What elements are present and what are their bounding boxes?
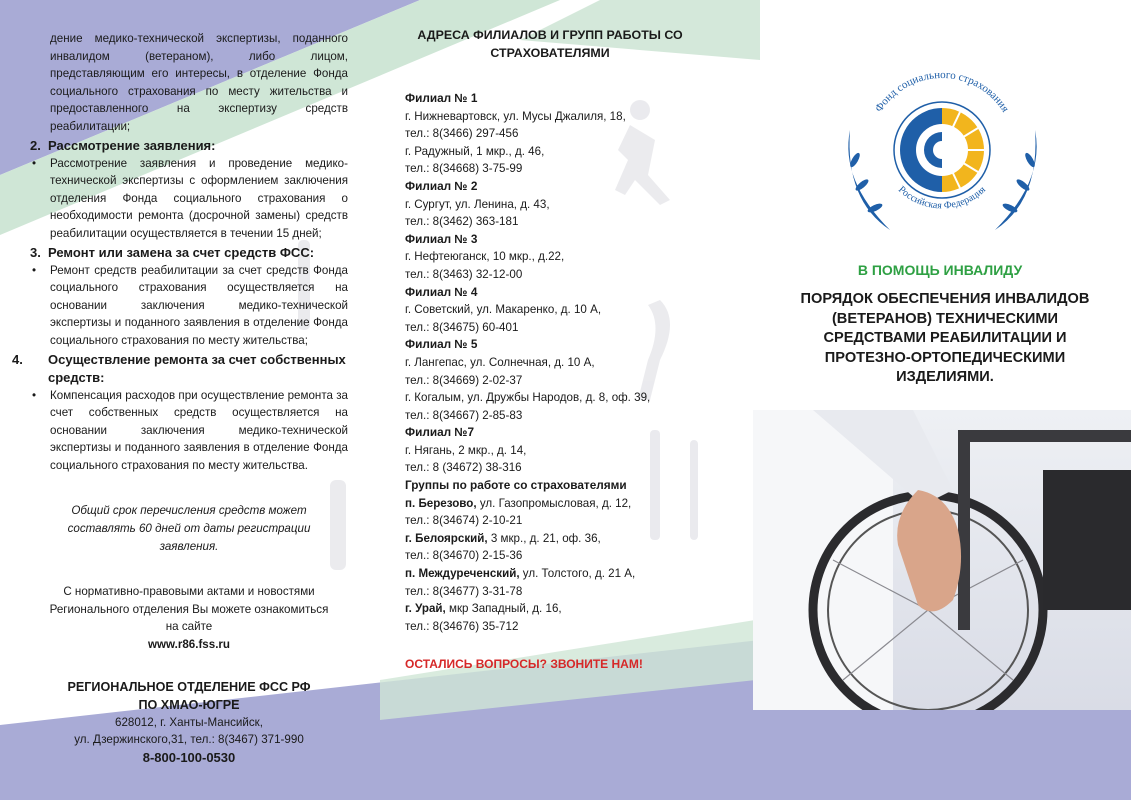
branch-line: г. Радужный, 1 мкр., д. 46, [405, 144, 545, 158]
branch-title: Филиал № 4 [405, 284, 478, 299]
group-street: 3 мкр., д. 21, оф. 36, [487, 531, 601, 545]
logo-text-top: Фонд социального страхования [872, 68, 1012, 115]
branch-line: г. Нижневартовск, ул. Мусы Джалиля, 18, [405, 109, 626, 123]
group-city: п. Междуреченский, [405, 567, 520, 581]
group-address [405, 600, 705, 618]
branch-title: Филиал № 1 [405, 91, 478, 105]
section-text: Компенсация расходов при осуществление ремонта за счет собственных средств осуществляется на основании заключения медико-технической экспертизы и поданного заявления в отделение Фонда социального страхования по месту жительства. [50, 388, 348, 472]
branch-block [405, 284, 705, 337]
branch-line: тел.: 8 (34672) 38-316 [405, 461, 522, 475]
section-number: 3. [30, 244, 41, 260]
branch-block [405, 231, 705, 284]
group-address [405, 565, 705, 583]
hotline-phone[interactable]: 8-800-100-0530 [142, 749, 236, 765]
office-title [30, 678, 348, 714]
branch-block [405, 424, 705, 477]
branch-line: г. Лангепас, ул. Солнечная, д. 10 А, [405, 355, 595, 369]
section-text: Ремонт средств реабилитации за счет средств Фонда социального страхования осуществляется на основании заключения медико-технической экспертизы и поданного заявления в отделение Фонда социального страхования по месту жительства; [50, 263, 348, 347]
questions-callout: ОСТАЛИСЬ ВОПРОСЫ? ЗВОНИТЕ НАМ! [405, 657, 643, 672]
group-phone: тел.: 8(34677) 3-31-78 [405, 584, 523, 598]
group-phone: тел.: 8(34676) 35-712 [405, 619, 519, 633]
section-title: Осуществление ремонта за счет собственных средств: [48, 351, 346, 385]
group-street: ул. Толстого, д. 21 А, [519, 567, 636, 581]
branch-list [405, 90, 705, 477]
branch-title: Филиал № 5 [405, 337, 478, 352]
group-city: г. Урай, [405, 602, 446, 616]
branch-line: тел.: 8(34667) 2-85-83 [405, 408, 523, 422]
address-line: 628012, г. Ханты-Мансийск, [115, 715, 263, 729]
group-city: г. Белоярский, [405, 531, 488, 545]
group-address [405, 495, 705, 513]
branch-block [405, 336, 705, 424]
legal-line: на сайте [165, 620, 213, 634]
section-2: 2. Рассмотрение заявления: • Рассмотрение заявления и проведение медико-технической экспертизы с оформлением заключения отделения Фонда социального страхования о необходимости ремонта (досрочной замены) средств реабилитации осуществляется в течении 15 дней; [30, 137, 348, 240]
section-4: 4. Осуществление ремонта за счет собственных средств: • Компенсация расходов при осуществление ремонта за счет собственных средств осуществляется на основании заключения медико-технической экспертизы и поданного заявления в отделение Фонда социального страхования по месту жительства. [12, 351, 348, 472]
group-address [405, 530, 705, 548]
branch-title: Филиал №7 [405, 425, 475, 440]
branch-line: г. Сургут, ул. Ленина, д. 43, [405, 197, 550, 211]
branch-line: г. Советский, ул. Макаренко, д. 10 А, [405, 303, 602, 317]
branch-line: тел.: 8(34675) 60-401 [405, 320, 519, 334]
left-column [12, 30, 348, 767]
group-street: мкр Западный, д. 16, [445, 602, 562, 616]
branch-line: тел.: 8(3466) 297-456 [405, 127, 519, 141]
wheelchair-photo [753, 410, 1131, 710]
legal-line: С нормативно-правовыми актами и новостями [63, 585, 315, 599]
address-line: ул. Дзержинского,31, тел.: 8(3467) 371-990 [74, 733, 304, 747]
group-phone: тел.: 8(34670) 2-15-36 [405, 549, 523, 563]
branch-line: тел.: 8(3463) 32-12-00 [405, 267, 523, 281]
group-phone: тел.: 8(34674) 2-10-21 [405, 514, 523, 528]
branch-block [405, 178, 705, 231]
branch-line: г. Нефтеюганск, 10 мкр., д.22, [405, 250, 565, 264]
branch-block [405, 90, 705, 178]
branch-line: тел.: 8(34669) 2-02-37 [405, 373, 523, 387]
branch-line: тел.: 8(3462) 363-181 [405, 215, 519, 229]
branch-line: г. Нягань, 2 мкр., д. 14, [405, 443, 527, 457]
logo-text-bottom: Российская Федерация [896, 184, 988, 212]
section-3: 3. Ремонт или замена за счет средств ФСС: • Ремонт средств реабилитации за счет средств Фонда социального страхования осуществляется на основании заключения медико-технической экспертизы и поданного заявления в отделение Фонда социального страхования по месту жительства; [30, 244, 348, 347]
office-line: ПО ХМАО-ЮГРЕ [138, 697, 240, 712]
groups-list [405, 477, 705, 635]
group-street: ул. Газопромысловая, д. 12, [476, 496, 632, 510]
section-number: 4. [12, 351, 23, 367]
section-title: Рассмотрение заявления: [48, 137, 216, 153]
legal-info [30, 583, 348, 653]
fss-logo [830, 50, 1055, 250]
branch-title: Филиал № 2 [405, 178, 478, 193]
help-heading: В ПОМОЩЬ ИНВАЛИДУ [857, 262, 1023, 278]
section-text: Рассмотрение заявления и проведение медико-технической экспертизы с оформлением заключения отделения Фонда социального страхования о необходимости ремонта (досрочной замены) средств реабилитации осуществляется в течении 15 дней; [50, 156, 348, 240]
payment-note: Общий срок перечисления средств может составлять 60 дней от даты регистрации заявления. [67, 504, 311, 553]
intro-text: дение медико-технической экспертизы, поданного инвалидом (ветераном), либо лицом, представляющим его интересы, в отделение Фонда социального страхования по месту жительства и предоставленного на экспертизу средств реабилитации; [50, 32, 348, 133]
brochure-title: ПОРЯДОК ОБЕСПЕЧЕНИЯ ИНВАЛИДОВ (ВЕТЕРАНОВ) ТЕХНИЧЕСКИМИ СРЕДСТВАМИ РЕАБИЛИТАЦИИ И ПРОТЕЗНО-ОРТОПЕДИЧЕСКИМИ ИЗДЕЛИЯМИ. [800, 291, 1090, 385]
legal-line: Регионального отделения Вы можете ознакомиться [49, 602, 329, 616]
office-line: РЕГИОНАЛЬНОЕ ОТДЕЛЕНИЕ ФСС РФ [67, 679, 311, 694]
group-city: п. Березово, [405, 496, 477, 510]
section-title: Ремонт или замена за счет средств ФСС: [48, 244, 315, 260]
branch-line: тел.: 8(34668) 3-75-99 [405, 162, 523, 176]
branch-line: г. Когалым, ул. Дружбы Народов, д. 8, оф. 39, [405, 391, 651, 405]
section-number: 2. [30, 137, 41, 153]
groups-title: Группы по работе со страхователями [405, 478, 627, 493]
office-address [30, 714, 348, 749]
branches-heading: АДРЕСА ФИЛИАЛОВ И ГРУПП РАБОТЫ СО СТРАХОВАТЕЛЯМИ [417, 28, 683, 60]
website-link[interactable]: www.r86.fss.ru [147, 638, 231, 652]
middle-column [405, 27, 705, 671]
branch-title: Филиал № 3 [405, 231, 478, 246]
